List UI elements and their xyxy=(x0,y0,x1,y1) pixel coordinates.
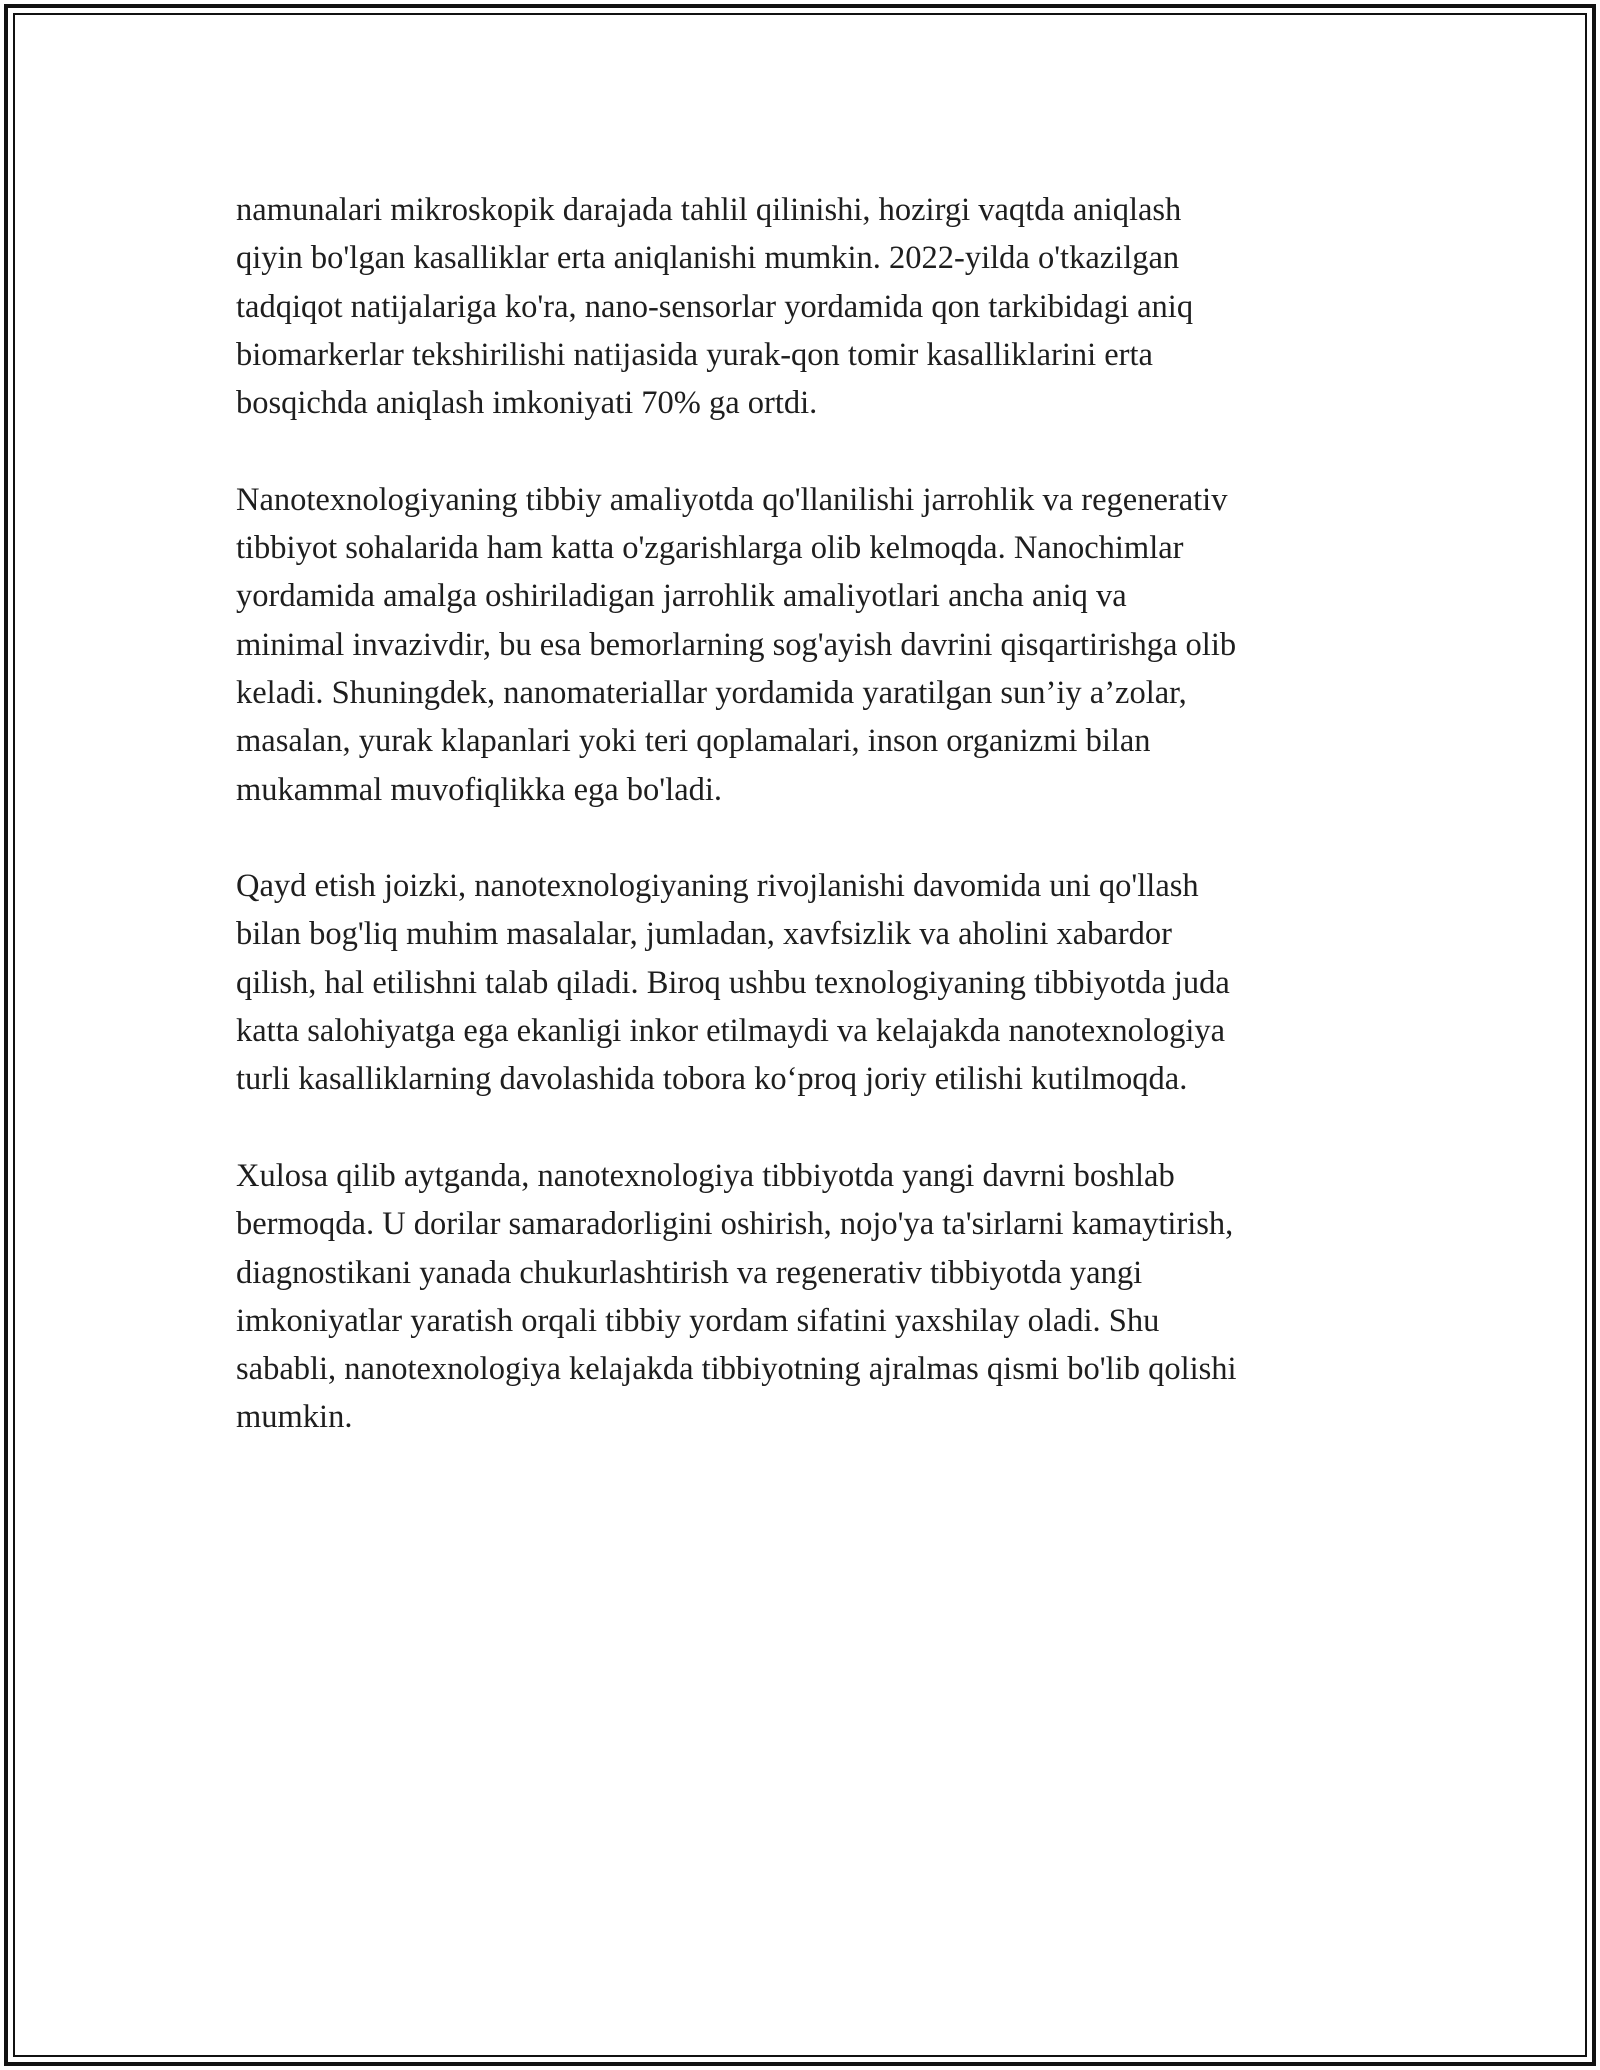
text-line: bosqichda aniqlash imkoniyati 70% ga ortdi. xyxy=(236,385,818,422)
text-line: qiyin bo'lgan kasalliklar erta aniqlanishi mumkin. 2022-yilda o'tkazilgan xyxy=(236,240,1180,277)
text-line: imkoniyatlar yaratish orqali tibbiy yordam sifatini yaxshilay oladi. Shu xyxy=(236,1302,1160,1339)
text-line: diagnostikani yanada chukurlashtirish va regenerativ tibbiyotda yangi xyxy=(236,1254,1143,1291)
paragraph-1 xyxy=(236,186,1376,427)
text-line: Nanotexnologiyaning tibbiy amaliyotda qo'llanilishi jarrohlik va regenerativ xyxy=(236,481,1228,518)
text-line: tadqiqot natijalariga ko'ra, nano-sensorlar yordamida qon tarkibidagi aniq xyxy=(236,288,1194,325)
text-line: keladi. Shuningdek, nanomateriallar yordamida yaratilgan sun’iy a’zolar, xyxy=(236,674,1187,711)
paragraph-4 xyxy=(236,1152,1376,1442)
text-line: qilish, hal etilishni talab qiladi. Biroq ushbu texnologiyaning tibbiyotda juda xyxy=(236,964,1230,1001)
paragraph-3 xyxy=(236,862,1376,1103)
text-line: bermoqda. U dorilar samaradorligini oshirish, nojo'ya ta'sirlarni kamaytirish, xyxy=(236,1206,1234,1243)
text-line: katta salohiyatga ega ekanligi inkor etilmaydi va kelajakda nanotexnologiya xyxy=(236,1013,1226,1050)
text-line: mumkin. xyxy=(236,1399,353,1436)
text-line: mukammal muvofiqlikka ega bo'ladi. xyxy=(236,771,723,808)
text-line: sababli, nanotexnologiya kelajakda tibbiyotning ajralmas qismi bo'lib qolishi xyxy=(236,1351,1237,1388)
text-line: Qayd etish joizki, nanotexnologiyaning rivojlanishi davomida uni qo'llash xyxy=(236,868,1199,905)
text-line: yordamida amalga oshiriladigan jarrohlik amaliyotlari ancha aniq va xyxy=(236,578,1127,615)
text-line: biomarkerlar tekshirilishi natijasida yurak-qon tomir kasalliklarini erta xyxy=(236,336,1153,373)
paragraph-2 xyxy=(236,476,1376,814)
text-line: masalan, yurak klapanlari yoki teri qoplamalari, inson organizmi bilan xyxy=(236,723,1151,760)
text-line: bilan bog'liq muhim masalalar, jumladan, xavfsizlik va aholini xabardor xyxy=(236,916,1172,953)
text-line: tibbiyot sohalarida ham katta o'zgarishlarga olib kelmoqda. Nanochimlar xyxy=(236,530,1184,567)
document-body xyxy=(236,186,1376,1490)
text-line: turli kasalliklarning davolashida tobora ko‘proq joriy etilishi kutilmoqda. xyxy=(236,1061,1188,1098)
text-line: namunalari mikroskopik darajada tahlil qilinishi, hozirgi vaqtda aniqlash xyxy=(236,192,1182,228)
text-line: Xulosa qilib aytganda, nanotexnologiya tibbiyotda yangi davrni boshlab xyxy=(236,1157,1175,1194)
text-line: minimal invazivdir, bu esa bemorlarning sog'ayish davrini qisqartirishga olib xyxy=(236,626,1237,663)
